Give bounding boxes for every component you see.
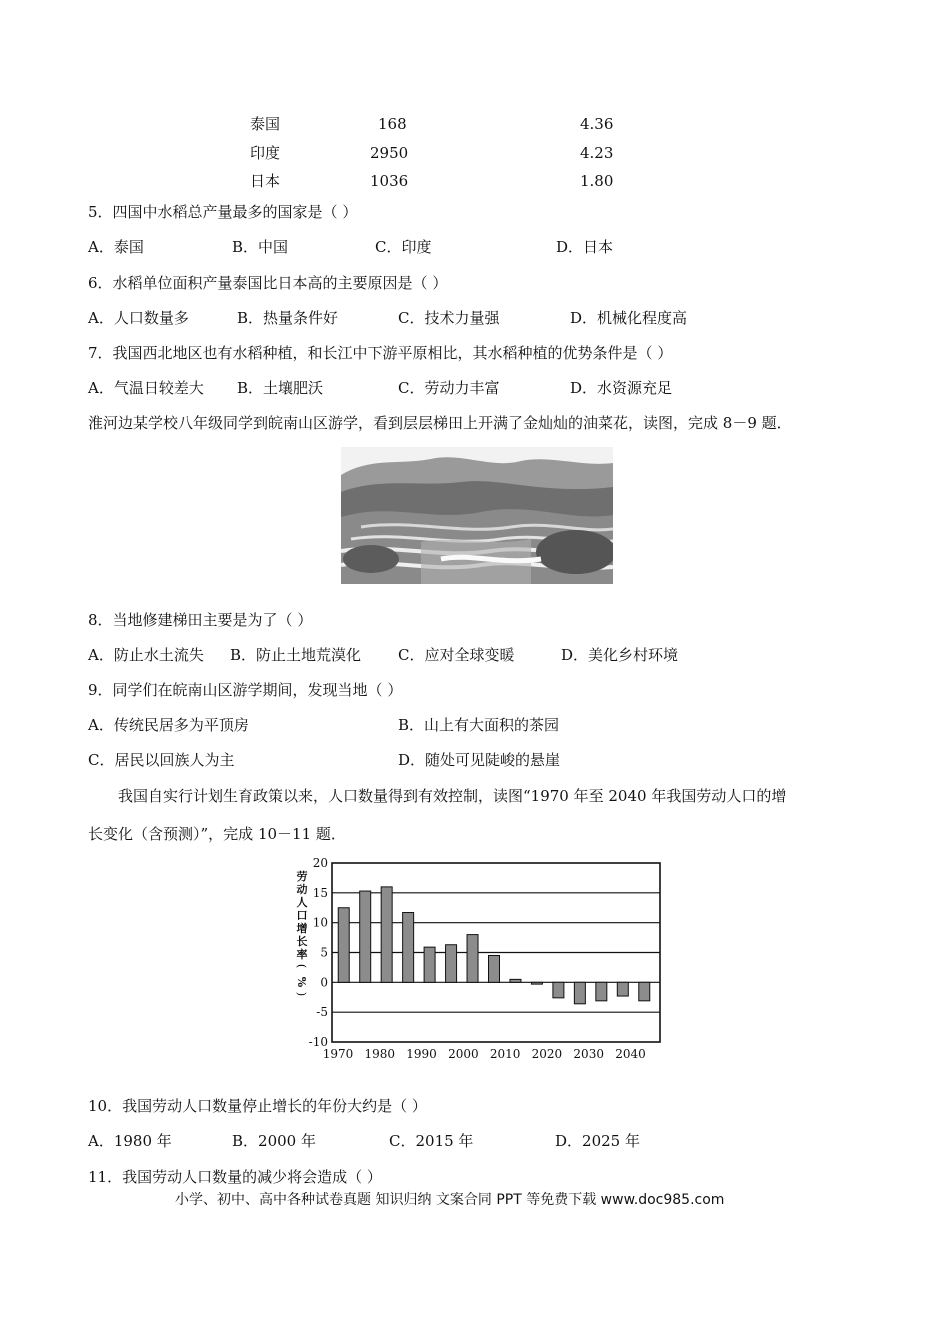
y-tick-label: 0	[320, 975, 328, 990]
question-5-stem: 5．四国中水稻总产量最多的国家是（ ）	[88, 203, 358, 221]
y-tick-label: -10	[308, 1035, 328, 1049]
y-tick-label: -5	[316, 1005, 328, 1020]
x-tick-label: 1970	[322, 1047, 354, 1061]
question-7-stem: 7．我国西北地区也有水稻种植，和长江中下游平原相比，其水稻种植的优势条件是（ ）	[88, 344, 673, 362]
table-total: 1036	[370, 172, 409, 190]
q10-option-c: C．2015 年	[389, 1132, 474, 1150]
q7-option-c: C．劳动力丰富	[398, 379, 500, 397]
bar-1975	[360, 891, 371, 982]
q8-option-b: B．防止土地荒漠化	[230, 646, 362, 664]
y-axis-label-char: 人	[296, 896, 308, 909]
y-axis-label-char: %	[295, 976, 308, 988]
x-tick-label: 2030	[573, 1047, 604, 1061]
q9-option-c: C．居民以回族人为主	[88, 751, 235, 769]
q5-option-b: B．中国	[232, 238, 289, 256]
bar-2015	[531, 982, 542, 984]
y-tick-label: 15	[312, 885, 328, 900]
y-axis-label-char: 率	[296, 948, 308, 961]
x-tick-label: 2000	[448, 1047, 479, 1061]
q9-option-a: A．传统民居多为平顶房	[88, 716, 249, 734]
y-axis-label-char: 动	[296, 883, 308, 896]
q7-option-b: B．土壤肥沃	[237, 379, 324, 397]
q6-option-d: D．机械化程度高	[570, 309, 688, 327]
y-axis-label	[295, 869, 308, 996]
bar-1985	[403, 913, 414, 983]
bar-2035	[617, 982, 628, 996]
bar-2000	[467, 935, 478, 983]
y-axis-label-char: 口	[296, 909, 308, 922]
q8-option-d: D．美化乡村环境	[561, 646, 679, 664]
table-country: 泰国	[250, 115, 281, 133]
question-10-stem: 10．我国劳动人口数量停止增长的年份大约是（ ）	[88, 1097, 427, 1115]
question-6-stem: 6．水稻单位面积产量泰国比日本高的主要原因是（ ）	[88, 274, 448, 292]
q9-option-d: D．随处可见陡峻的悬崖	[398, 751, 561, 769]
bar-2010	[510, 979, 521, 982]
x-tick-label: 2010	[489, 1047, 521, 1061]
q5-option-c: C．印度	[375, 238, 432, 256]
q8-option-c: C．应对全球变暖	[398, 646, 515, 664]
x-tick-label: 2040	[615, 1047, 646, 1061]
intro-8-9: 淮河边某学校八年级同学到皖南山区游学，看到层层梯田上开满了金灿灿的油菜花，读图，完成 8－9 题．	[88, 414, 792, 432]
q5-option-d: D．日本	[556, 238, 614, 256]
q9-option-b: B．山上有大面积的茶园	[398, 716, 560, 734]
q7-option-a: A．气温日较差大	[88, 379, 204, 397]
bar-2020	[553, 982, 564, 998]
y-tick-label: 5	[320, 945, 328, 960]
page-footer: 小学、初中、高中各种试卷真题 知识归纳 文案合同 PPT 等免费下载 www.doc985.com	[175, 1192, 725, 1208]
table-country: 日本	[250, 172, 281, 190]
bar-1970	[338, 908, 349, 983]
q5-option-a: A．泰国	[88, 238, 144, 256]
bar-2040	[639, 982, 650, 1000]
intro-10-11-line1: 我国自实行计划生育政策以来，人口数量得到有效控制，读图“1970 年至 2040 年我国劳动人口的增	[118, 787, 787, 805]
bar-2030	[596, 982, 607, 1000]
q6-option-c: C．技术力量强	[398, 309, 500, 327]
table-total: 168	[378, 115, 407, 133]
terraced-fields-photo	[341, 447, 613, 584]
q8-option-a: A．防止水土流失	[88, 646, 204, 664]
x-tick-label: 1980	[364, 1047, 396, 1061]
bar-2005	[489, 955, 500, 982]
bar-1980	[381, 887, 392, 982]
q10-option-b: B．2000 年	[232, 1132, 316, 1150]
bar-2025	[574, 982, 585, 1003]
q6-option-b: B．热量条件好	[237, 309, 339, 327]
x-tick-label: 1990	[406, 1047, 437, 1061]
table-country: 印度	[250, 144, 281, 162]
question-9-stem: 9．同学们在皖南山区游学期间，发现当地（ ）	[88, 681, 403, 699]
y-axis-label-char: 劳	[296, 870, 308, 883]
intro-10-11-line2: 长变化（含预测）”，完成 10－11 题．	[88, 825, 346, 843]
q10-option-d: D．2025 年	[555, 1132, 640, 1150]
y-tick-label: 20	[312, 858, 328, 870]
y-axis-label-paren: )	[295, 991, 308, 997]
q7-option-d: D．水资源充足	[570, 379, 673, 397]
bar-1990	[424, 947, 435, 982]
chart-svg	[288, 858, 668, 1073]
table-yield: 1.80	[580, 172, 614, 190]
q6-option-a: A．人口数量多	[88, 309, 189, 327]
table-yield: 4.23	[580, 144, 614, 162]
bar-1995	[446, 945, 457, 983]
q10-option-a: A．1980 年	[88, 1132, 172, 1150]
labor-growth-chart	[288, 858, 668, 1073]
table-total: 2950	[370, 144, 409, 162]
y-axis-label-char: 增	[296, 922, 308, 935]
x-tick-label: 2020	[531, 1047, 563, 1061]
question-8-stem: 8．当地修建梯田主要是为了（ ）	[88, 611, 313, 629]
table-yield: 4.36	[580, 115, 614, 133]
question-11-stem: 11．我国劳动人口数量的减少将会造成（ ）	[88, 1168, 382, 1186]
y-axis-label-paren: (	[295, 963, 308, 969]
y-tick-label: 10	[312, 915, 328, 930]
y-axis-label-char: 长	[296, 935, 308, 948]
